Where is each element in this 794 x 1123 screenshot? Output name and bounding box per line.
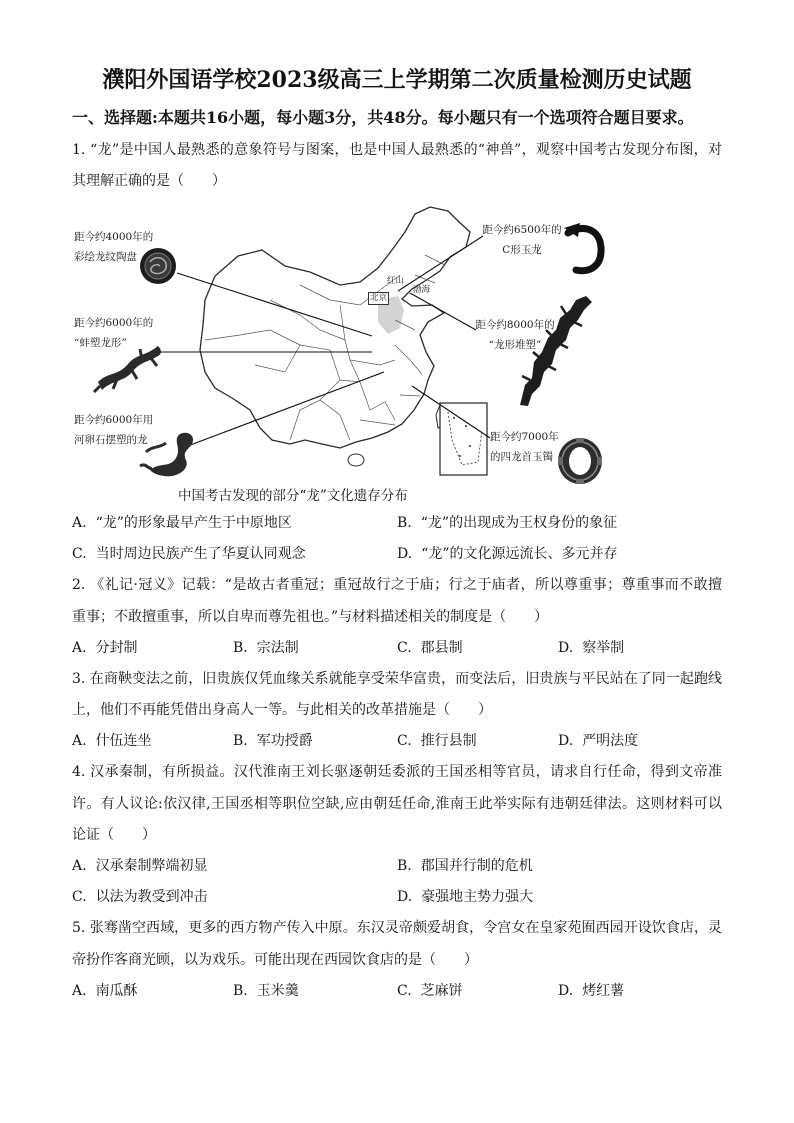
option-text: 当时周边民族产生了华夏认同观念: [95, 546, 306, 563]
annotation-clam-shell-dragon: [74, 313, 153, 353]
option-a: [72, 856, 208, 876]
option-text: 烤红薯: [582, 982, 625, 999]
section-heading: 一、选择题:本题共16小题，每小题3分，共48分。每小题只有一个选项符合题目要求。: [72, 108, 694, 127]
annotation-line: “龙形堆塑”: [488, 339, 542, 352]
option-a: [72, 731, 152, 751]
option-d: [558, 638, 624, 658]
option-letter: B.: [233, 639, 248, 656]
option-b: [233, 731, 313, 751]
question-stem-line: [72, 171, 722, 202]
question-3: [0, 669, 794, 763]
question-list: [0, 140, 794, 1012]
option-c: [397, 731, 477, 751]
place-name-beijing: 北京: [370, 293, 388, 304]
options-row: [72, 544, 722, 575]
annotation-line: “蚌塑龙形”: [74, 337, 127, 350]
option-text: “龙”的出现成为王权身份的象征: [420, 514, 618, 531]
option-text: 郡国并行制的危机: [420, 858, 533, 875]
options-row: [72, 887, 722, 918]
option-d: [558, 731, 638, 751]
annotation-line: 距今约6000年的: [74, 317, 154, 330]
question-stem-line: [72, 794, 722, 825]
question-4: [0, 762, 794, 918]
option-b: [397, 856, 533, 876]
dragon-sites-map-figure: [0, 202, 794, 513]
option-text: 玉米羹: [256, 982, 299, 999]
annotation-jade-bracelet: [490, 427, 559, 467]
option-letter: C.: [397, 733, 412, 750]
question-stem-line: [72, 762, 722, 793]
question-2: [0, 575, 794, 669]
annotation-line: C形玉龙: [502, 244, 542, 257]
options-row: [72, 638, 722, 669]
option-text: 芝麻饼: [420, 982, 463, 999]
question-stem-line: [72, 607, 722, 638]
option-letter: A.: [72, 982, 87, 999]
option-c: [72, 544, 306, 564]
annotation-stone-heap-dragon: [473, 315, 557, 355]
option-letter: D.: [558, 733, 574, 750]
question-stem-line: [72, 140, 722, 171]
option-letter: C.: [72, 546, 87, 563]
hainan-island: [348, 454, 364, 466]
four-dragon-jade-bracelet-image: [558, 438, 602, 484]
option-text: 军功授爵: [256, 733, 313, 750]
option-letter: D.: [397, 889, 413, 906]
option-letter: D.: [397, 546, 413, 563]
option-c: [72, 887, 208, 907]
south-china-sea-inset: [440, 403, 487, 475]
question-5: [0, 918, 794, 1012]
option-text: 豪强地主势力强大: [421, 889, 534, 906]
option-text: “龙”的文化源远流长、多元并存: [421, 546, 618, 563]
question-4-stem-line-3: 论证（ ）: [72, 826, 156, 843]
option-d: [397, 544, 618, 564]
question-5-stem-line-2: 帝扮作客商光顾，以为戏乐。可能出现在西园饮食店的是（ ）: [72, 951, 478, 968]
annotation-c-jade-dragon: [480, 220, 564, 260]
question-2-stem-line-1: 2. 《礼记·冠义》记载：“是故古者重冠；重冠故行之于庙；行之于庙者，所以尊重事；尊重事而不敢擅: [72, 577, 722, 594]
china-outline: [200, 207, 470, 448]
option-letter: B.: [233, 733, 248, 750]
annotation-line: 距今约6500年的: [482, 224, 562, 237]
options-row: [72, 856, 722, 887]
question-3-stem-line-2: 上，他们不再能凭借出身高人一等。与此相关的改革措施是（ ）: [72, 702, 492, 719]
place-name-bohai: 渤海: [413, 285, 431, 296]
option-text: 什伍连坐: [95, 733, 152, 750]
annotation-pebble-dragon: [74, 410, 153, 450]
option-letter: C.: [397, 639, 412, 656]
annotation-line: 距今约6000年用: [74, 414, 154, 427]
question-4-stem-line-2: 许。有人议论:依汉律,王国丞相等职位空缺,应由朝廷任命,淮南王此举实际有违朝廷律法。这则材料可以: [72, 795, 722, 812]
question-4-stem-line-1: 4. 汉承秦制，有所损益。汉代淮南王刘长驱逐朝廷委派的王国丞相等官员，请求自行任命，得到文帝准: [72, 764, 722, 781]
option-letter: D.: [558, 982, 574, 999]
options-row: [72, 981, 722, 1012]
option-c: [397, 981, 463, 1001]
option-text: 严明法度: [582, 733, 639, 750]
option-b: [397, 513, 617, 533]
annotation-line: 的四龙首玉镯: [490, 451, 553, 464]
page-title: 濮阳外国语学校2023级高三上学期第二次质量检测历史试题: [102, 67, 692, 93]
option-c: [397, 638, 463, 658]
option-letter: A.: [72, 639, 87, 656]
option-text: 推行县制: [420, 733, 477, 750]
option-d: [558, 981, 624, 1001]
question-stem-line: [72, 575, 722, 606]
option-letter: A.: [72, 733, 87, 750]
question-stem-line: [72, 918, 722, 949]
place-name-hongshan: 红山: [387, 276, 405, 287]
question-stem-line: [72, 700, 722, 731]
option-text: 以法为教受到冲击: [95, 889, 208, 906]
option-text: 郡县制: [420, 639, 463, 656]
option-a: [72, 513, 292, 533]
option-text: 察举制: [582, 639, 625, 656]
annotation-line: 彩绘龙纹陶盘: [74, 251, 137, 264]
annotation-line: 距今约4000年的: [74, 231, 154, 244]
option-letter: A.: [72, 514, 87, 531]
option-letter: D.: [558, 639, 574, 656]
question-1-stem-line-2: 其理解正确的是（ ）: [72, 173, 226, 190]
question-5-stem-line-1: 5. 张骞凿空西域，更多的西方物产传入中原。东汉灵帝颇爱胡食，令宫女在皇家苑囿西园开设饮食店，灵: [72, 920, 722, 937]
options-row: [72, 513, 722, 544]
question-stem-line: [72, 825, 722, 856]
option-letter: B.: [233, 982, 248, 999]
option-letter: B.: [397, 514, 412, 531]
question-3-stem-line-1: 3. 在商鞅变法之前，旧贵族仅凭血缘关系就能享受荣华富贵，而变法后，旧贵族与平民站在了同一起跑线: [72, 670, 722, 687]
option-letter: C.: [397, 982, 412, 999]
question-stem-line: [72, 950, 722, 981]
option-letter: C.: [72, 889, 87, 906]
question-1: [0, 140, 794, 575]
annotation-line: 河卵石摆塑的龙: [74, 434, 148, 447]
option-d: [397, 887, 533, 907]
annotation-painted-plate: [74, 227, 153, 267]
annotation-line: 距今约7000年: [490, 431, 559, 444]
options-row: [72, 731, 722, 762]
option-b: [233, 638, 299, 658]
c-shaped-jade-dragon-image: [564, 223, 601, 271]
question-1-stem-line-1: 1. “龙”是中国人最熟悉的意象符号与图案，也是中国人最熟悉的“神兽”，观察中国考古发现分布图，对: [72, 142, 722, 158]
option-a: [72, 638, 138, 658]
option-text: 分封制: [95, 639, 138, 656]
annotation-line: 距今约8000年的: [475, 319, 555, 332]
question-stem-line: [72, 669, 722, 700]
option-b: [233, 981, 299, 1001]
option-text: 汉承秦制弊端初显: [95, 858, 208, 875]
option-text: “龙”的形象最早产生于中原地区: [95, 514, 292, 531]
option-letter: A.: [72, 858, 87, 875]
option-text: 宗法制: [256, 639, 299, 656]
figure-caption: 中国考古发现的部分“龙”文化遗存分布: [178, 488, 408, 505]
option-letter: B.: [397, 858, 412, 875]
question-2-stem-line-2: 重事；不敢擅重事，所以自卑而尊先祖也。”与材料描述相关的制度是（ ）: [72, 608, 549, 625]
option-a: [72, 981, 138, 1001]
option-text: 南瓜酥: [95, 982, 138, 999]
